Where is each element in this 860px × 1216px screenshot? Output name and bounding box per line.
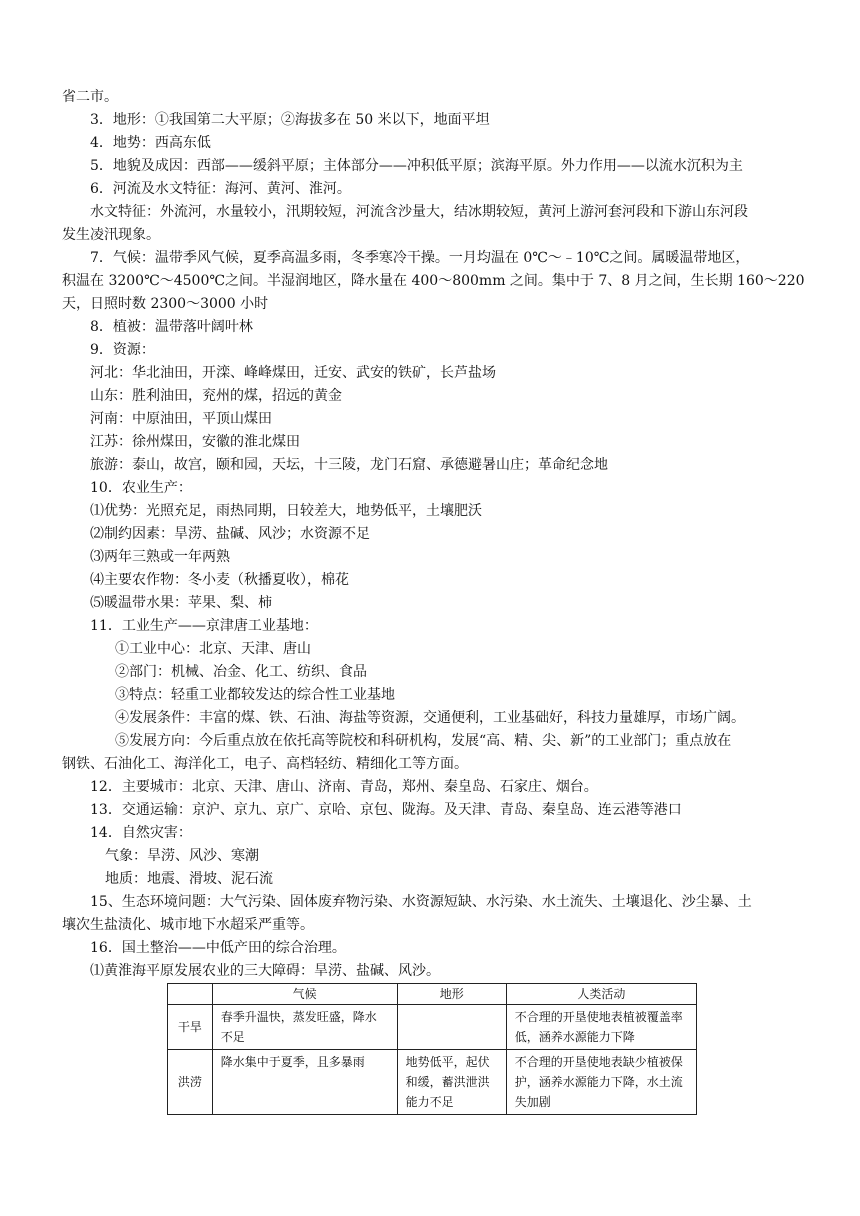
text-line: 壤次生盐渍化、城市地下水超采严重等。 [62,917,314,933]
text-line: 河北：华北油田，开滦、峰峰煤田，迁安、武安的铁矿，长芦盐场 [90,365,496,381]
text-line: 积温在 3200℃～4500℃之间。半湿润地区，降水量在 400～800mm 之间。集中于 7、8 月之间，生长期 160～220 [62,273,805,289]
table-row [168,1005,697,1050]
text-line: 4．地势：西高东低 [90,135,211,151]
text-line: 地质：地震、滑坡、泥石流 [105,871,273,887]
table-header-cell: 气候 [212,984,397,1005]
text-line: 8．植被：温带落叶阔叶林 [90,319,253,335]
text-line: 14．自然灾害： [90,825,192,841]
text-line: ④发展条件：丰富的煤、铁、石油、海盐等资源，交通便利，工业基础好，科技力量雄厚，市场广阔。 [115,710,745,726]
row-label: 干旱 [168,1005,213,1050]
text-line: 钢铁、石油化工、海洋化工，电子、高档轻纺、精细化工等方面。 [62,756,468,772]
text-line: 15、生态环境问题：大气污染、固体废弃物污染、水资源短缺、水污染、水土流失、土壤退化、沙尘暴、土 [90,894,752,910]
row-label: 洪涝 [168,1050,213,1115]
text-line: ②部门：机械、冶金、化工、纺织、食品 [115,664,367,680]
text-line: ⑤发展方向：今后重点放在依托高等院校和科研机构，发展“高、精、尖、新”的工业部门；重点放在 [115,733,732,749]
text-line: 3．地形：①我国第二大平原；②海拔多在 50 米以下，地面平坦 [90,112,490,128]
text-line: 水文特征：外流河，水量较小，汛期较短，河流含沙量大，结冰期较短，黄河上游河套河段和下游山东河段 [90,204,748,220]
text-line: 13．交通运输：京沪、京九、京广、京哈、京包、陇海。及天津、青岛、秦皇岛、连云港等港口 [90,802,682,818]
table-cell: 春季升温快，蒸发旺盛，降水不足 [212,1005,397,1050]
text-line: 5．地貌及成因：西部——缓斜平原；主体部分——冲积低平原；滨海平原。外力作用——以流水沉积为主 [90,158,743,174]
text-line: 11．工业生产——京津唐工业基地： [90,618,318,634]
text-line: 12．主要城市：北京、天津、唐山、济南、青岛，郑州、秦皇岛、石家庄、烟台。 [90,779,598,795]
text-line: 10．农业生产： [90,480,192,496]
table-row [168,1050,697,1115]
table-header-row [168,984,697,1005]
text-line: 气象：旱涝、风沙、寒潮 [105,848,259,864]
text-line: ⑵制约因素：旱涝、盐碱、风沙；水资源不足 [90,526,370,542]
table-cell: 不合理的开垦使地表缺少植被保护，涵养水源能力下降，水土流失加剧 [506,1050,696,1115]
table-header-cell: 人类活动 [506,984,696,1005]
text-line: ⑷主要农作物：冬小麦（秋播夏收），棉花 [90,572,349,588]
table-cell: 地势低平，起伏和缓，蓄洪泄洪能力不足 [397,1050,506,1115]
text-line: 江苏：徐州煤田，安徽的淮北煤田 [90,434,300,450]
text-line: 发生凌汛现象。 [62,227,160,243]
text-line: 6．河流及水文特征：海河、黄河、淮河。 [90,181,351,197]
text-line: 省二市。 [62,89,118,105]
text-line: 16．国土整治——中低产田的综合治理。 [90,940,346,956]
text-line: 7．气候：温带季风气候，夏季高温多雨，冬季寒冷干操。一月均温在 0℃～﹣10℃之间。属暖温带地区， [90,250,750,266]
text-line: 旅游：泰山，故宫，颐和园，天坛，十三陵，龙门石窟、承德避暑山庄；革命纪念地 [90,457,608,473]
text-line: ①工业中心：北京、天津、唐山 [115,641,311,657]
text-line: 天，日照时数 2300～3000 小时 [62,296,269,312]
table-cell [397,1005,506,1050]
table-header-cell: 地形 [397,984,506,1005]
text-line: 山东：胜利油田，兖州的煤，招远的黄金 [90,388,342,404]
text-line: ③特点：轻重工业都较发达的综合性工业基地 [115,687,395,703]
obstacle-table [167,983,697,1115]
text-line: 9．资源： [90,342,155,358]
table-header-cell [168,984,213,1005]
text-line: ⑴优势：光照充足，雨热同期，日较差大，地势低平，土壤肥沃 [90,503,482,519]
text-line: ⑴黄淮海平原发展农业的三大障碍：旱涝、盐碱、风沙。 [90,963,440,979]
table-cell: 不合理的开垦使地表植被覆盖率低，涵养水源能力下降 [506,1005,696,1050]
text-line: ⑶两年三熟或一年两熟 [90,549,230,565]
text-line: 河南：中原油田，平顶山煤田 [90,411,272,427]
text-line: ⑸暖温带水果：苹果、梨、柿 [90,595,272,611]
table-cell: 降水集中于夏季，且多暴雨 [212,1050,397,1115]
